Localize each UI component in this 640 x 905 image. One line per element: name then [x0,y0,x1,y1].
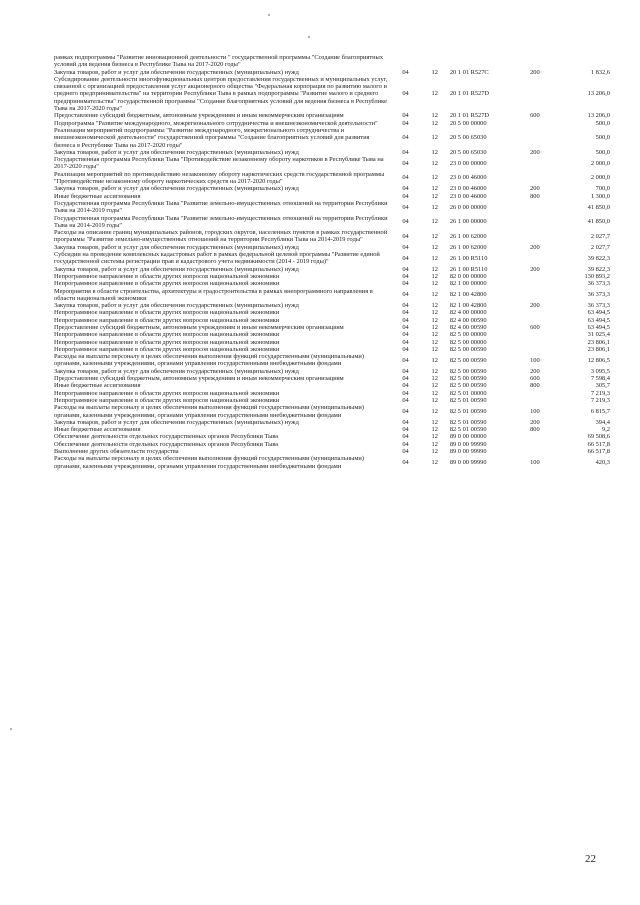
row-name: Расходы на выплаты персоналу в целях обеспечения выполнения функций государственными (муниципальными) органами, казенными учреждениями, органами управления государственными внебюджетными фондами [54,353,364,368]
row-section: 04 [402,272,409,280]
row-name: Предоставление субсидий бюджетным, автономным учреждениям и иным некоммерческим организациям [54,323,344,331]
row-section: 04 [402,331,409,339]
row-section: 04 [402,345,409,353]
row-subsection: 12 [431,254,438,262]
row-section: 04 [402,375,409,383]
table-row [54,200,610,215]
row-expense-type: 200 [530,302,540,310]
scan-speck [268,14,270,16]
row-name: Подпрограмма "Развитие международного, межрегионального сотрудничества и внешнеэкономической деятельности" [54,119,378,127]
row-name: Непрограммное направление в области других вопросов национальной экономики [54,280,280,288]
row-subsection: 12 [431,90,438,98]
row-section: 04 [402,440,409,448]
row-amount: 420,3 [595,458,610,466]
row-subsection: 12 [431,68,438,76]
table-row [54,229,610,244]
row-amount: 1 832,6 [590,68,610,76]
row-expense-type: 600 [530,323,540,331]
row-subsection: 12 [431,440,438,448]
row-name: рамках подпрограммы "Развитие инновационной деятельности " государственной программы "Создание благоприятных условий для ведения бизнеса в Республике Тыва на 2017-2020 годы" [54,54,384,69]
row-section: 04 [402,134,409,142]
table-row [54,280,610,287]
row-name: Непрограммное направление в области других вопросов национальной экономики [54,396,280,404]
table-row [54,244,610,251]
row-target-article: 82 4 00 00590 [449,316,487,324]
row-amount: 394,4 [595,418,610,426]
row-name: Непрограммное направление в области других вопросов национальной экономики [54,345,280,353]
row-subsection: 12 [431,174,438,182]
row-name: Непрограммное направление в области других вопросов национальной экономики [54,316,280,324]
row-amount: 13 206,0 [587,112,610,120]
row-subsection: 12 [431,331,438,339]
row-subsection: 12 [431,243,438,251]
row-name: Непрограммное направление в области других вопросов национальной экономики [54,272,280,280]
row-amount: 7 598,4 [590,375,610,383]
row-target-article [450,54,518,69]
row-subsection: 12 [431,407,438,415]
row-target-article: 89 0 00 99990 [449,448,487,456]
row-expense-type [518,390,551,397]
row-name: Закупка товаров, работ и услуг для обеспечения государственных (муниципальных) нужд [54,185,299,193]
row-section: 04 [402,367,409,375]
row-expense-type: 100 [530,458,540,466]
row-expense-type: 200 [530,148,540,156]
row-amount: 9,2 [602,426,610,434]
row-amount: 69 508,6 [587,433,610,441]
row-target-article: 26 1 00 00000 [449,218,487,226]
row-subsection: 12 [431,426,438,434]
row-target-article: 20 1 01 R527C [449,68,489,76]
table-row [54,120,610,127]
row-section: 04 [402,426,409,434]
row-expense-type: 200 [530,265,540,273]
row-subsection: 12 [431,338,438,346]
row-name: Закупка товаров, работ и услуг для обеспечения государственных (муниципальных) нужд [54,418,299,426]
row-expense-type [518,76,551,112]
row-section: 04 [402,418,409,426]
row-target-article: 82 5 00 00590 [449,382,487,390]
row-expense-type [518,156,551,171]
row-name: Закупка товаров, работ и услуг для обеспечения государственных (муниципальных) нужд [54,243,299,251]
row-target-article: 26 1 00 R5110 [449,265,488,273]
row-target-article: 26 1 00 62000 [449,232,487,240]
row-expense-type: 600 [530,375,540,383]
row-subsection: 12 [431,345,438,353]
table-row [54,288,610,303]
table-row [54,69,610,76]
row-name: Иные бюджетные ассигнования [54,382,141,390]
row-section: 04 [402,407,409,415]
row-section: 04 [402,302,409,310]
row-target-article: 82 5 01 00000 [449,389,487,397]
row-subsection: 12 [431,203,438,211]
row-target-article: 82 4 00 00000 [449,309,487,317]
row-target-article: 82 5 00 00000 [449,338,487,346]
row-name: Непрограммное направление в области других вопросов национальной экономики [54,389,280,397]
table-row [54,382,610,389]
row-expense-type [518,441,551,448]
row-name: Обеспечение деятельности отдельных государственных органов Республики Тыва [54,440,279,448]
row-name: Субсидирование деятельности многофункциональных центров предоставления государственных и муниципальных услуг, связанной с организацией предоставления услуг акционерного общества "Федеральная корпорация по развитию малого и среднего предпринимательства" на территории Республики Тыва в рамках подпрограммы "Развитие малого и среднего предпринимательства" государственной программы "Создание благоприятных условий для ведения бизнеса в Республике Тыва на 2017-2020 годы" [54,75,388,113]
row-expense-type [518,229,551,244]
row-subsection: 12 [431,448,438,456]
row-amount: 130 893,2 [584,272,610,280]
table-row [54,397,610,404]
row-subsection: 12 [431,375,438,383]
table-row [54,185,610,192]
row-subsection: 12 [431,192,438,200]
row-amount: 3 095,5 [590,367,610,375]
row-target-article: 82 4 00 00590 [449,323,487,331]
table-row [54,368,610,375]
row-expense-type [518,309,551,316]
row-section: 04 [402,458,409,466]
row-section: 04 [402,243,409,251]
table-row [54,441,610,448]
row-name: Закупка товаров, работ и услуг для обеспечения государственных (муниципальных) нужд [54,265,299,273]
row-amount: 13 206,0 [587,90,610,98]
row-expense-type: 200 [530,68,540,76]
row-section: 04 [402,192,409,200]
row-amount: 23 806,1 [587,345,610,353]
row-section: 04 [402,203,409,211]
row-expense-type [518,288,551,303]
row-target-article: 82 5 00 00590 [449,356,487,364]
row-expense-type [518,397,551,404]
row-amount: 66 517,8 [587,448,610,456]
row-amount: 12 806,5 [587,356,610,364]
table-row [54,171,610,186]
row-target-article: 82 5 00 00000 [449,331,487,339]
row-expense-type: 100 [530,356,540,364]
row-amount: 39 822,3 [587,265,610,273]
table-row [54,193,610,200]
row-target-article: 23 0 00 46000 [449,192,487,200]
row-amount: 41 850,0 [587,203,610,211]
row-section: 04 [402,382,409,390]
table-row [54,156,610,171]
row-expense-type [518,200,551,215]
row-name: Обеспечение деятельности отдельных государственных органов Республики Тыва [54,433,279,441]
row-target-article: 82 1 00 00000 [449,280,487,288]
row-subsection: 12 [431,316,438,324]
row-name: Непрограммное направление в области других вопросов национальной экономики [54,338,280,346]
row-subsection: 12 [431,218,438,226]
row-target-article: 23 0 00 46000 [449,185,487,193]
row-section: 04 [402,185,409,193]
row-expense-type [518,273,551,280]
row-expense-type [518,346,551,353]
row-name: Выполнение других обязательств государства [54,448,179,456]
row-section: 04 [402,323,409,331]
row-expense-type [518,331,551,338]
row-name: Государственная программа Республики Тыва "Развитие земельно-имущественных отношений на территории Республики Тыва на 2014-2019 годы" [54,199,388,215]
row-target-article: 89 0 00 99990 [449,458,487,466]
table-row [54,317,610,324]
row-expense-type: 600 [530,112,540,120]
row-name: Расходы на выплаты персоналу в целях обеспечения выполнения функций государственными (муниципальными) органами, казенными учреждениями, органами управления государственными внебюджетными фондами [54,404,364,419]
row-amount: 36 373,3 [587,291,610,299]
row-target-article: 20 1 01 R527D [449,112,490,120]
table-row [54,448,610,455]
row-subsection: 12 [431,232,438,240]
row-name: Мероприятия в области строительства, архитектуры и градостроительства в рамках внепрограммного направления в области национальной экономики [54,287,373,302]
row-target-article: 82 5 01 00590 [449,407,487,415]
row-target-article: 20 5 00 65030 [449,148,487,156]
row-amount: 36 373,3 [587,280,610,288]
row-name: Закупка товаров, работ и услуг для обеспечения государственных (муниципальных) нужд [54,302,299,310]
table-row [54,324,610,331]
row-section: 04 [402,174,409,182]
table-row [54,302,610,309]
row-amount: 31 025,4 [587,331,610,339]
row-amount: 500,0 [595,119,610,127]
row-name: Реализация мероприятий по противодействию незаконному обороту наркотических средств государственной программы "Противодействие незаконному обороту наркотических средств на 2017-2020 годы" [54,170,385,186]
row-expense-type [518,433,551,440]
table-row [54,251,610,266]
row-subsection: 12 [431,134,438,142]
row-amount: 2 027,7 [590,232,610,240]
row-section: 04 [402,309,409,317]
table-row [54,149,610,156]
row-subsection: 12 [431,458,438,466]
row-amount [552,54,610,69]
row-name: Реализация мероприятий подпрограммы "Развитие международного, межрегионального сотрудничества и внешнеэкономической деятельности" государственной программы "Создание благоприятных условий для развития бизнеса в Республике Тыва на 2017-2020 годы" [54,126,370,149]
table-row [54,54,610,69]
row-section: 04 [402,148,409,156]
row-subsection: 12 [431,418,438,426]
row-subsection: 12 [431,356,438,364]
row-subsection: 12 [431,396,438,404]
row-section: 04 [402,90,409,98]
row-section: 04 [402,68,409,76]
row-section: 04 [402,356,409,364]
row-amount: 23 806,1 [587,338,610,346]
row-amount: 63 494,5 [587,309,610,317]
scan-speck [10,728,12,730]
row-name: Иные бюджетные ассигнования [54,192,141,200]
table-row [54,273,610,280]
table-row [54,426,610,433]
row-name: Расходы на описание границ муниципальных районов, городских округов, населенных пунктов в рамках государственной программы "Развитие земельно-имущественных отношений на территории Республики Тыва на 2014-2019 годы" [54,229,388,244]
row-section: 04 [402,112,409,120]
page-number: 22 [585,853,596,865]
row-name: Субсидии на проведение комплексных кадастровых работ в рамках федеральной целевой программы "Развитие единой государственной системы регистрации прав и кадастрового учета недвижимости (2014 - 2019 годы)" [54,251,380,266]
row-name: Предоставление субсидий бюджетным, автономным учреждениям и иным некоммерческим организациям [54,375,344,383]
row-target-article: 26 1 00 R5110 [449,254,488,262]
row-expense-type [518,215,551,230]
row-expense-type [518,317,551,324]
row-section: 04 [402,159,409,167]
table-row [54,419,610,426]
row-target-article: 82 5 01 00590 [449,426,487,434]
row-name: Закупка товаров, работ и услуг для обеспечения государственных (муниципальных) нужд [54,367,299,375]
row-section: 04 [402,218,409,226]
row-section [391,54,419,69]
row-expense-type: 200 [530,418,540,426]
row-expense-type [518,339,551,346]
row-expense-type: 800 [530,426,540,434]
table-row [54,112,610,119]
row-amount: 63 494,5 [587,323,610,331]
row-amount: 6 815,7 [590,407,610,415]
row-subsection: 12 [431,433,438,441]
row-target-article: 82 5 00 00590 [449,345,487,353]
row-subsection: 12 [431,112,438,120]
row-expense-type [518,54,551,69]
table-row [54,309,610,316]
row-subsection [420,54,450,69]
row-target-article: 23 0 00 00000 [449,159,487,167]
row-amount: 500,0 [595,148,610,156]
row-section: 04 [402,265,409,273]
row-subsection: 12 [431,291,438,299]
row-target-article: 26 0 00 00000 [449,203,487,211]
row-subsection: 12 [431,159,438,167]
row-section: 04 [402,448,409,456]
row-section: 04 [402,291,409,299]
row-subsection: 12 [431,367,438,375]
table-row [54,404,610,419]
row-expense-type [518,448,551,455]
row-section: 04 [402,433,409,441]
row-target-article: 89 0 00 99990 [449,440,487,448]
table-row [54,339,610,346]
row-expense-type: 200 [530,367,540,375]
row-subsection: 12 [431,323,438,331]
table-row [54,127,610,149]
row-amount: 41 850,0 [587,218,610,226]
row-expense-type: 100 [530,407,540,415]
row-expense-type [518,127,551,149]
row-target-article: 82 5 00 00590 [449,375,487,383]
row-amount: 700,0 [595,185,610,193]
row-amount: 2 000,0 [590,159,610,167]
row-expense-type: 800 [530,382,540,390]
row-section: 04 [402,280,409,288]
row-target-article: 20 5 00 00000 [449,119,487,127]
row-subsection: 12 [431,382,438,390]
row-target-article: 20 5 00 65030 [449,134,487,142]
row-section: 04 [402,232,409,240]
row-subsection: 12 [431,302,438,310]
row-target-article: 23 0 00 46000 [449,174,487,182]
row-subsection: 12 [431,265,438,273]
row-subsection: 12 [431,389,438,397]
row-expense-type [518,120,551,127]
row-section: 04 [402,254,409,262]
row-section: 04 [402,119,409,127]
row-name: Непрограммное направление в области других вопросов национальной экономики [54,331,280,339]
row-expense-type: 200 [530,243,540,251]
row-target-article: 82 5 01 00590 [449,418,487,426]
row-section: 04 [402,316,409,324]
row-amount: 500,0 [595,134,610,142]
row-expense-type [518,171,551,186]
row-subsection: 12 [431,119,438,127]
table-row [54,375,610,382]
row-target-article: 82 1 00 42800 [449,291,487,299]
row-amount: 305,7 [595,382,610,390]
table-row [54,346,610,353]
row-amount: 7 219,3 [590,389,610,397]
row-target-article: 82 0 00 00000 [449,272,487,280]
row-amount: 2 027,7 [590,243,610,251]
row-target-article: 82 5 01 00590 [449,396,487,404]
table-row [54,390,610,397]
table-row [54,353,610,368]
row-amount: 7 219,3 [590,396,610,404]
row-section: 04 [402,396,409,404]
table-row [54,76,610,112]
row-name: Непрограммное направление в области других вопросов национальной экономики [54,309,280,317]
row-name: Предоставление субсидий бюджетным, автономным учреждениям и иным некоммерческим организациям [54,112,344,120]
row-expense-type [518,280,551,287]
table-row [54,266,610,273]
row-expense-type: 800 [530,192,540,200]
row-name: Государственная программа Республики Тыва "Развитие земельно-имущественных отношений на территории Республики Тыва на 2014-2019 годы" [54,214,388,229]
row-name: Расходы на выплаты персоналу в целях обеспечения выполнения функций государственными (муниципальными) органами, казенными учреждениями, органами управления государственными внебюджетными фондами [54,455,364,470]
row-expense-type: 200 [530,185,540,193]
row-section: 04 [402,389,409,397]
row-name: Иные бюджетные ассигнования [54,426,141,434]
row-subsection: 12 [431,272,438,280]
row-name: Закупка товаров, работ и услуг для обеспечения государственных (муниципальных) нужд [54,148,299,156]
row-target-article: 89 0 00 00000 [449,433,487,441]
row-subsection: 12 [431,280,438,288]
row-subsection: 12 [431,309,438,317]
row-amount: 1 300,0 [590,192,610,200]
row-amount: 39 822,3 [587,254,610,262]
table-row [54,433,610,440]
scan-speck [308,36,310,38]
row-target-article: 20 1 01 R527D [449,90,490,98]
row-name: Закупка товаров, работ и услуг для обеспечения государственных (муниципальных) нужд [54,68,299,76]
row-expense-type [518,251,551,266]
row-amount: 66 517,8 [587,440,610,448]
row-target-article: 82 1 00 42800 [449,302,487,310]
row-target-article: 26 1 00 62000 [449,243,487,251]
row-subsection: 12 [431,148,438,156]
row-subsection: 12 [431,185,438,193]
table-row [54,455,610,470]
row-amount: 63 494,5 [587,316,610,324]
row-target-article: 82 5 00 00590 [449,367,487,375]
table-row [54,215,610,230]
row-amount: 2 000,0 [590,174,610,182]
row-section: 04 [402,338,409,346]
row-amount: 36 373,3 [587,302,610,310]
table-row [54,331,610,338]
row-name: Государственная программа Республики Тыва "Противодействие незаконному обороту наркотиков в Республике Тыва на 2017-2020 годы" [54,156,384,171]
budget-table [54,54,610,470]
